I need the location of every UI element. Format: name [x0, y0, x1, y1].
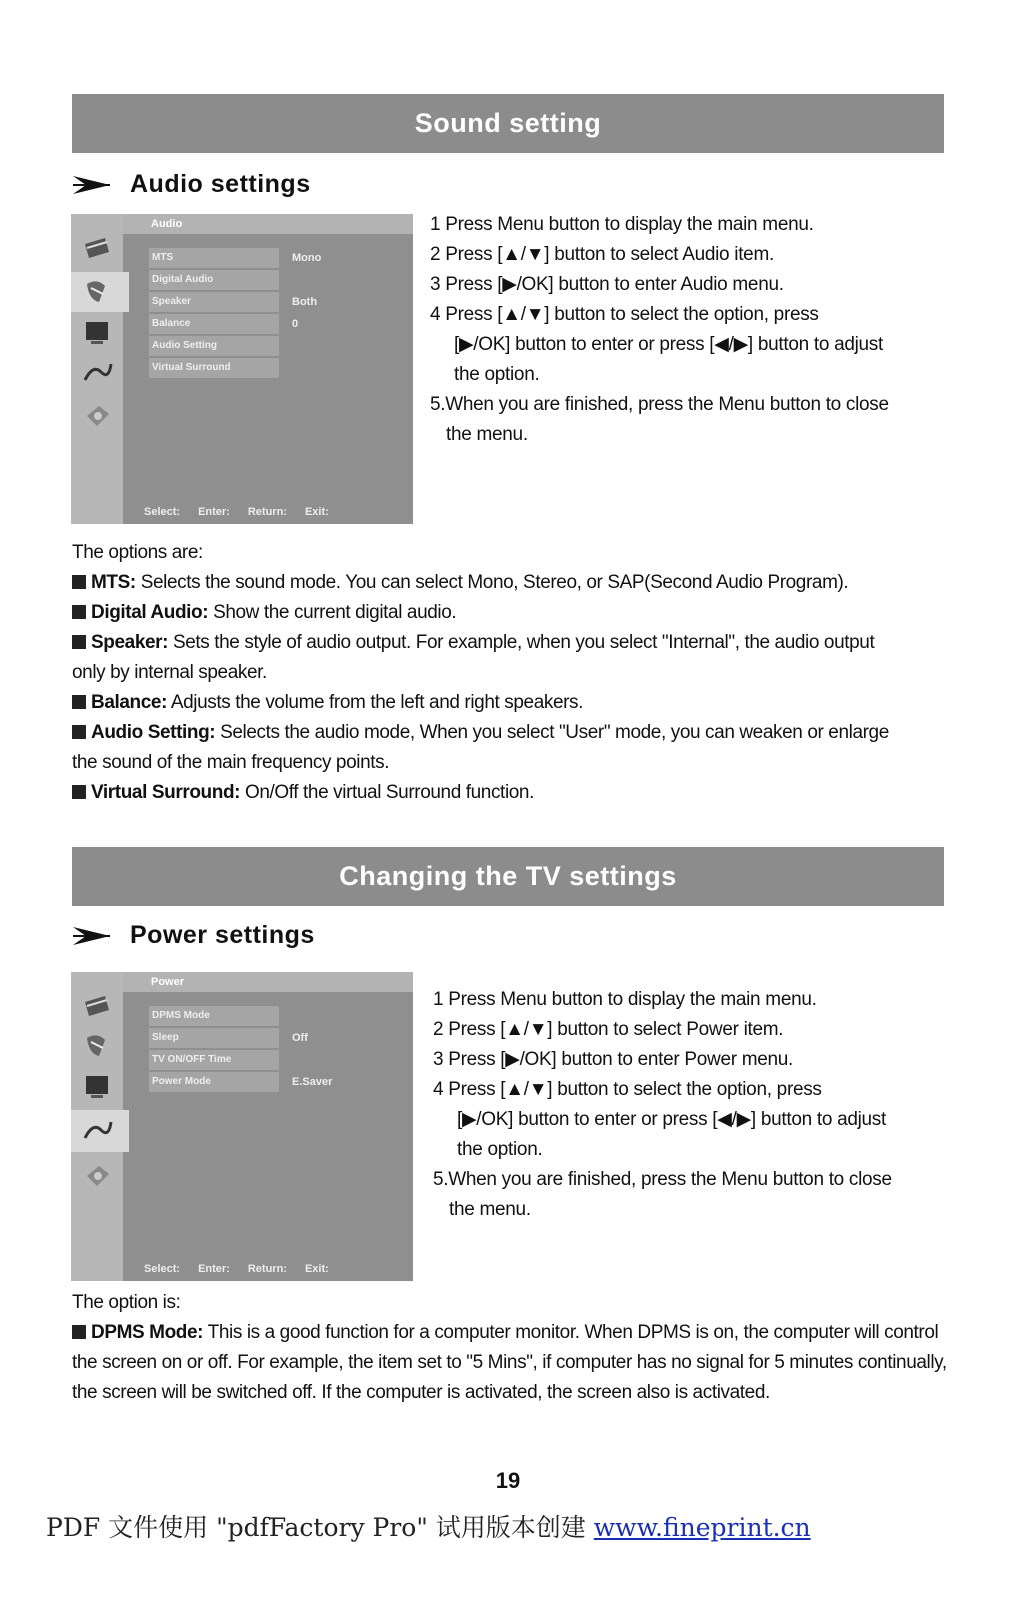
- heading-audio-settings: [72, 170, 311, 199]
- step-line: 1 Press Menu button to display the main menu.: [430, 214, 814, 235]
- setup-icon: [79, 398, 115, 434]
- audio-options: [72, 538, 952, 808]
- page-number: 19: [495, 1468, 521, 1493]
- arrow-bullet-icon: [72, 925, 112, 947]
- section-banner-changing-tv-settings: Changing the TV settings: [72, 847, 944, 906]
- square-bullet-icon: [72, 605, 86, 619]
- option-item: Balance: Adjusts the volume from the left and right speakers.: [72, 688, 952, 718]
- section-banner-sound-setting: Sound setting: [72, 94, 944, 153]
- step-line: 1 Press Menu button to display the main menu.: [433, 989, 817, 1010]
- step-line: the menu.: [446, 424, 528, 445]
- return-hint: Return:: [247, 506, 287, 518]
- pdf-footer: [46, 1508, 811, 1544]
- exit-hint: Exit:: [304, 506, 329, 518]
- step-line: 5.When you are finished, press the Menu button to close: [433, 1169, 892, 1190]
- power-plug-icon: [79, 354, 115, 390]
- options-intro: The option is:: [72, 1292, 181, 1313]
- option-item: Audio Setting: Selects the audio mode, When you select "User" mode, you can weaken or enlarge the sound of the main frequency points.: [72, 722, 889, 773]
- step-line: 4 Press [▲/▼] button to select the option, press: [433, 1079, 822, 1100]
- option-item: MTS: Selects the sound mode. You can select Mono, Stereo, or SAP(Second Audio Program).: [72, 568, 952, 598]
- power-steps: [433, 985, 892, 1225]
- step-line: 2 Press [▲/▼] button to select Audio item.: [430, 244, 774, 265]
- select-hint: Select:: [144, 1263, 181, 1275]
- square-bullet-icon: [72, 635, 86, 649]
- step-line: the menu.: [449, 1199, 531, 1220]
- enter-hint: Enter:: [198, 506, 230, 518]
- step-line: [▶/OK] button to enter or press [◀/▶] button to adjust: [454, 334, 883, 355]
- power-menu-screenshot: Power DPMS Mode Sleep Off TV ON/OFF Time Power Mode E.Saver Select: Enter: Return: Exit:: [71, 972, 413, 1281]
- footer-text: PDF 文件使用 "pdfFactory Pro" 试用版本创建: [46, 1513, 594, 1542]
- step-line: 3 Press [▶/OK] button to enter Power menu.: [433, 1049, 794, 1070]
- square-bullet-icon: [72, 575, 86, 589]
- power-plug-icon: [79, 1112, 115, 1148]
- heading-power-settings: [72, 921, 315, 950]
- step-line: 2 Press [▲/▼] button to select Power item.: [433, 1019, 784, 1040]
- exit-hint: Exit:: [304, 1263, 329, 1275]
- step-line: [▶/OK] button to enter or press [◀/▶] button to adjust: [457, 1109, 886, 1130]
- heading-text: Audio settings: [130, 170, 311, 198]
- option-item: Virtual Surround: On/Off the virtual Surround function.: [72, 778, 952, 808]
- menu-title: Audio: [123, 214, 413, 234]
- setup-icon: [79, 1158, 115, 1194]
- option-item: Digital Audio: Show the current digital audio.: [72, 598, 952, 628]
- menu-footer-hints: [144, 506, 329, 518]
- arrow-bullet-icon: [72, 174, 112, 196]
- select-hint: Select:: [144, 506, 181, 518]
- tv-icon: [79, 314, 115, 350]
- audio-steps: [430, 210, 889, 450]
- audio-icon: [79, 1028, 115, 1064]
- picture-icon: [79, 988, 115, 1024]
- square-bullet-icon: [72, 785, 86, 799]
- square-bullet-icon: [72, 695, 86, 709]
- square-bullet-icon: [72, 1325, 86, 1339]
- power-options: [72, 1288, 947, 1408]
- fineprint-link[interactable]: www.fineprint.cn: [593, 1513, 811, 1542]
- options-intro: The options are:: [72, 542, 203, 563]
- step-line: the option.: [457, 1139, 543, 1160]
- audio-icon: [79, 274, 115, 310]
- step-line: 5.When you are finished, press the Menu button to close: [430, 394, 889, 415]
- tv-icon: [79, 1068, 115, 1104]
- step-line: 3 Press [▶/OK] button to enter Audio menu.: [430, 274, 784, 295]
- option-item: DPMS Mode: This is a good function for a computer monitor. When DPMS is on, the computer will control the screen on or off. For example, the item set to "5 Mins", if computer has no signal for 5 minutes continually, the screen will be switched off. If the computer is activated, the screen also is activated.: [72, 1322, 947, 1403]
- option-item: Speaker: Sets the style of audio output. For example, when you select "Internal", the audio output only by internal speaker.: [72, 632, 875, 683]
- square-bullet-icon: [72, 725, 86, 739]
- picture-icon: [79, 230, 115, 266]
- step-line: 4 Press [▲/▼] button to select the option, press: [430, 304, 819, 325]
- return-hint: Return:: [247, 1263, 287, 1275]
- step-line: the option.: [454, 364, 540, 385]
- enter-hint: Enter:: [198, 1263, 230, 1275]
- menu-title: Power: [123, 972, 413, 992]
- heading-text: Power settings: [130, 921, 315, 949]
- audio-menu-screenshot: Audio MTS Mono Digital Audio Speaker Both Balance 0 Audio Setting Virtual Surround Select: Enter: Return: Exit:: [71, 214, 413, 524]
- menu-footer-hints: [144, 1263, 329, 1275]
